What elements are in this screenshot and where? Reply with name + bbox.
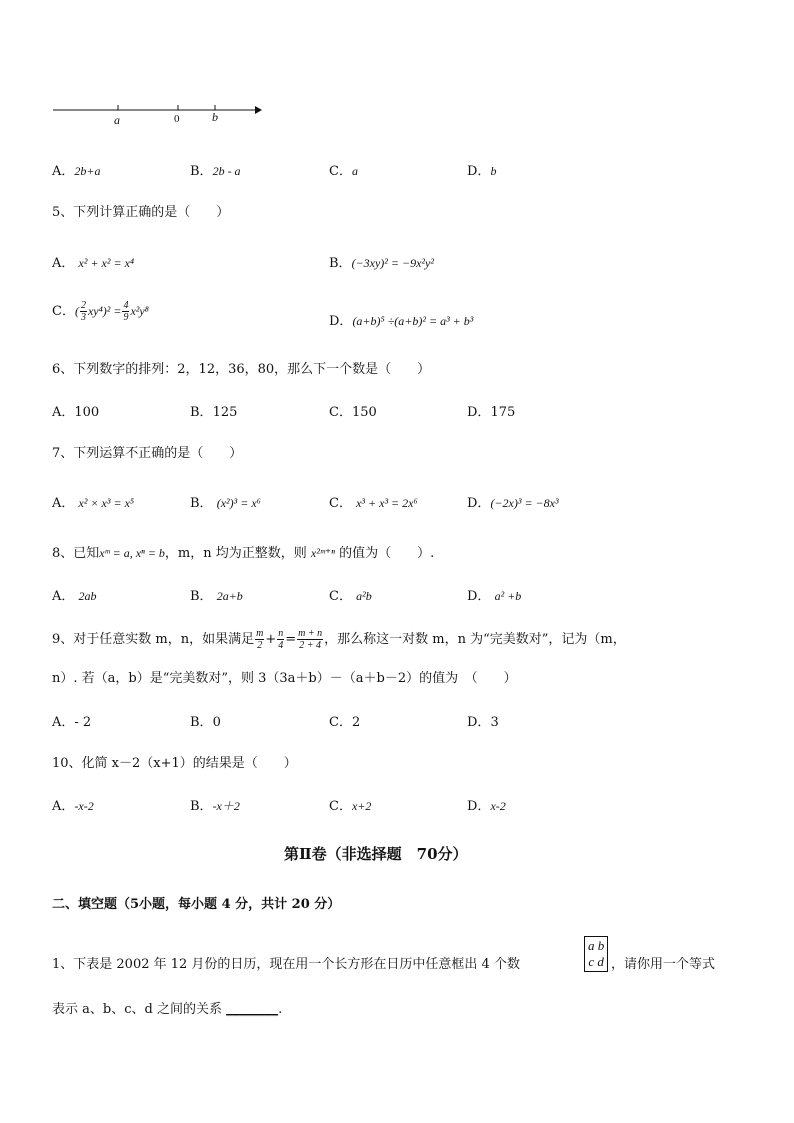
q4-option-d[interactable]: D．b bbox=[467, 164, 497, 179]
section-heading: 二、填空题（5小题，每小题 4 分，共计 20 分） bbox=[52, 897, 341, 912]
q5-stem: 5、下列计算正确的是（ ） bbox=[52, 205, 230, 220]
q7-option-a[interactable]: A． x² × x³ = x⁵ bbox=[52, 496, 135, 511]
q7-option-c[interactable]: C． x³ + x³ = 2x⁶ bbox=[329, 496, 418, 511]
calendar-box-row2: c d bbox=[588, 954, 604, 969]
q9-stem-line1: 9、对于任意实数 m，n，如果满足 $\frac{m}{2}$ + $\frac{n}{4}$ = $\frac{m + n}{2 + 4}$ ，那么称这一对数 m，n 为“完美数对”，记为（m， bbox=[52, 628, 626, 651]
q7-option-d[interactable]: D．(−2x)³ = −8x³ bbox=[467, 496, 559, 511]
q10-option-d[interactable]: D．x-2 bbox=[467, 799, 506, 814]
q8-option-c[interactable]: C． a²b bbox=[329, 589, 372, 604]
q10-stem: 10、化简 x－2（x+1）的结果是（ ） bbox=[52, 756, 297, 771]
calendar-box-row1: a b bbox=[588, 938, 605, 953]
q7-stem: 7、下列运算不正确的是（ ） bbox=[52, 446, 243, 461]
q7-option-b[interactable]: B． (x²)³ = x⁶ bbox=[190, 496, 261, 511]
q10-option-b[interactable]: B．-x＋2 bbox=[190, 799, 240, 814]
q5-option-a[interactable]: A． x² + x² = x⁴ bbox=[52, 256, 135, 271]
q5-option-b[interactable]: B．(−3xy)² = −9x²y² bbox=[329, 256, 434, 271]
fill1-line2: 表示 a、b、c、d 之间的关系 ________. bbox=[52, 1002, 283, 1017]
number-line-label-a: a bbox=[114, 113, 120, 127]
fill1-line1b: ，请你用一个等式 bbox=[611, 957, 716, 972]
q5-option-d[interactable]: D．(a+b)⁵ ÷(a+b)² = a³ + b³ bbox=[329, 314, 474, 329]
section-title: 第Ⅱ卷（非选择题 70分） bbox=[284, 845, 468, 863]
q9-option-a[interactable]: A．- 2 bbox=[52, 715, 92, 730]
q4-option-c[interactable]: C．a bbox=[329, 164, 358, 179]
q8-stem: 8、已知xᵐ = a, xⁿ = b，m，n 均为正整数，则 x²ᵐ⁺ⁿ 的值为（ ）. bbox=[52, 546, 435, 561]
calendar-box bbox=[584, 936, 608, 972]
q8-option-d[interactable]: D． a² +b bbox=[467, 589, 522, 604]
number-line-label-b: b bbox=[212, 110, 218, 124]
q6-option-c[interactable]: C．150 bbox=[329, 405, 377, 420]
fill1-line1a: 1、下表是 2002 年 12 月份的日历，现在用一个长方形在日历中任意框出 4 个数 bbox=[52, 957, 520, 972]
q8-option-a[interactable]: A． 2ab bbox=[52, 589, 97, 604]
q9-stem-line2: n）. 若（a，b）是“完美数对”，则 3（3a＋b）－（a＋b－2）的值为 （ ） bbox=[52, 671, 517, 686]
q4-option-b[interactable]: B．2b - a bbox=[190, 164, 241, 179]
q9-option-d[interactable]: D．3 bbox=[467, 715, 499, 730]
q5-option-c[interactable]: C．( $\frac{2}{3}$ xy⁴)² = $\frac{4}{9}$ x²y⁸ bbox=[52, 300, 149, 323]
q8-option-b[interactable]: B． 2a+b bbox=[190, 589, 243, 604]
answer-blank[interactable]: ________ bbox=[226, 1002, 279, 1017]
number-line-label-0: 0 bbox=[174, 113, 180, 125]
number-line bbox=[50, 100, 265, 130]
number-line-arrow bbox=[255, 106, 262, 114]
q6-option-d[interactable]: D．175 bbox=[467, 405, 516, 420]
q10-option-c[interactable]: C．x+2 bbox=[329, 799, 372, 814]
q10-option-a[interactable]: A．-x-2 bbox=[52, 799, 94, 814]
q9-option-b[interactable]: B．0 bbox=[190, 715, 221, 730]
q6-option-a[interactable]: A．100 bbox=[52, 405, 100, 420]
q6-stem: 6、下列数字的排列：2，12，36，80，那么下一个数是（ ） bbox=[52, 362, 431, 377]
q9-option-c[interactable]: C．2 bbox=[329, 715, 361, 730]
q6-option-b[interactable]: B．125 bbox=[190, 405, 238, 420]
q4-option-a[interactable]: A．2b+a bbox=[52, 164, 101, 179]
